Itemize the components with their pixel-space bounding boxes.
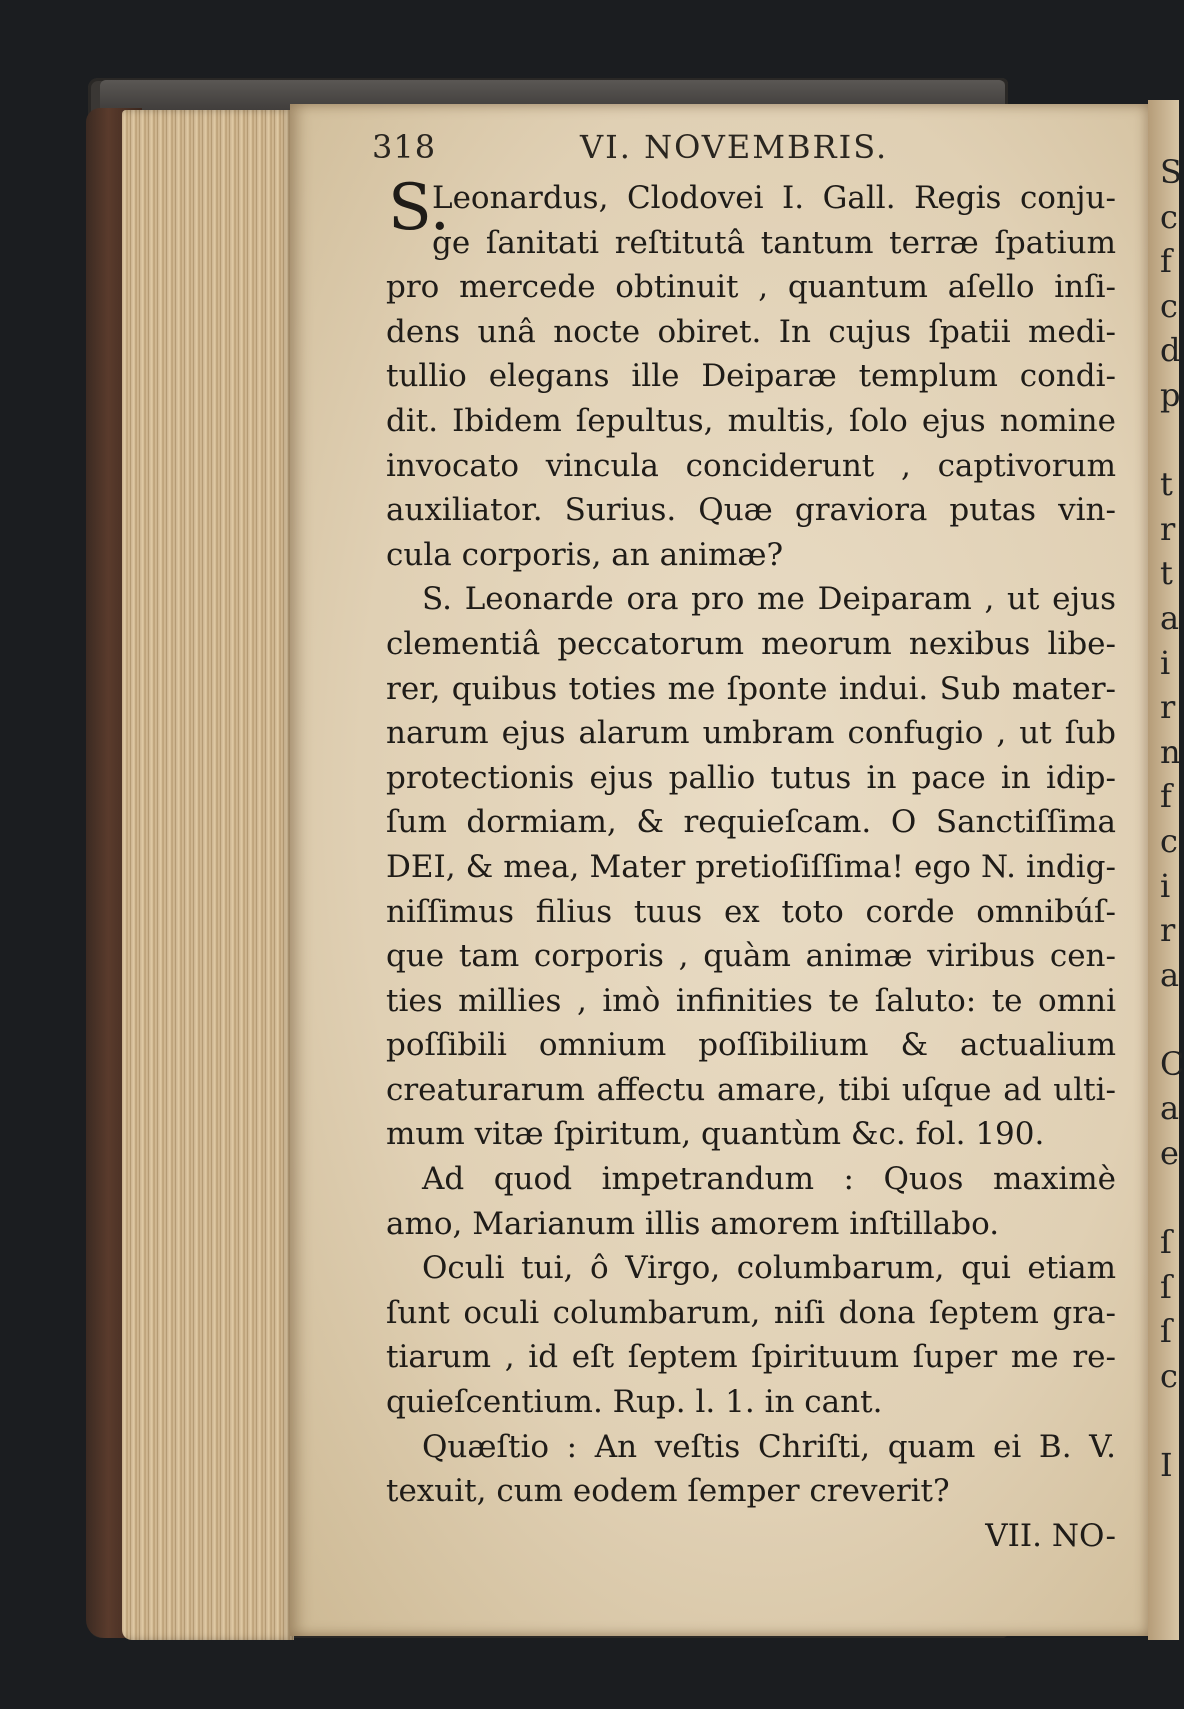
page-number: 318 xyxy=(372,128,437,166)
text-line: pro mercede obtinuit , quantum aſello inſi- xyxy=(386,269,1116,306)
facing-page-letter: e xyxy=(1160,1134,1179,1173)
facing-page-letter: f xyxy=(1160,777,1172,816)
text-line: tiarum , id eſt ſeptem ſpirituum ſuper me re- xyxy=(386,1339,1116,1376)
facing-page-letter: i xyxy=(1160,643,1171,682)
facing-page-letter: r xyxy=(1160,688,1176,727)
facing-page-letter: n xyxy=(1160,732,1181,771)
facing-page-letter: d xyxy=(1160,331,1181,370)
facing-page-letter xyxy=(1160,997,1179,1042)
facing-page-letter: S xyxy=(1160,153,1182,191)
text-line: cula corporis, an animæ? xyxy=(386,536,784,573)
text-line: texuit, cum eodem ſemper creverit? xyxy=(386,1473,950,1510)
facing-page-letter: ſ xyxy=(1160,1267,1172,1306)
facing-page-letter: r xyxy=(1160,509,1176,548)
text-line: Oculi tui, ô Virgo, columbarum, qui etiam xyxy=(422,1250,1116,1287)
facing-page-letters xyxy=(1160,150,1184,1488)
facing-page-letter: t xyxy=(1160,465,1173,504)
text-line: ſunt oculi columbarum, niſi dona ſeptem gra- xyxy=(386,1294,1116,1331)
page-header xyxy=(372,128,1112,164)
text-line: poſſibili omnium poſſibilium & actualium xyxy=(386,1027,1116,1064)
facing-page-letter: t xyxy=(1160,554,1173,593)
facing-page-letter: a xyxy=(1160,1089,1180,1128)
text-line: niſſimus filius tuus ex toto corde omnibúſ- xyxy=(386,893,1116,930)
text-line: DEI, & mea, Mater pretioſiſſima! ego N. indig- xyxy=(386,848,1116,885)
text-line: dens unâ nocte obiret. In cujus ſpatii medi- xyxy=(386,313,1116,350)
facing-page-letter: I xyxy=(1160,1446,1173,1485)
running-title: VI. NOVEMBRIS. xyxy=(580,128,889,166)
facing-page-letter: r xyxy=(1160,911,1176,950)
facing-page-letter: a xyxy=(1160,598,1180,637)
facing-page-letter: C xyxy=(1160,1044,1184,1083)
text-line: protectionis ejus pallio tutus in pace in idip- xyxy=(386,759,1116,796)
facing-page-letter: i xyxy=(1160,866,1171,905)
text-line: rer, quibus toties me ſponte indui. Sub mater- xyxy=(386,670,1116,707)
facing-page-letter: ſ xyxy=(1160,1223,1172,1262)
facing-page-letter: c xyxy=(1160,286,1178,325)
text-line: ge ſanitati reſtitutâ tantum terræ ſpatium xyxy=(432,224,1116,261)
text-line: ties millies , imò infinities te ſaluto: te omni xyxy=(386,982,1116,1019)
text-line: amo, Marianum illis amorem inſtillabo. xyxy=(386,1205,1000,1242)
text-line: ſum dormiam, & requieſcam. O Sanctiſſima xyxy=(386,804,1116,841)
text-line: S. Leonarde ora pro me Deiparam , ut ejus xyxy=(422,581,1116,618)
text-line: dit. Ibidem ſepultus, multis, ſolo ejus nomine xyxy=(386,402,1116,439)
text-line: quieſcentium. Rup. l. 1. in cant. xyxy=(386,1384,883,1421)
page-edges xyxy=(122,110,294,1640)
facing-page-letter xyxy=(1160,1399,1179,1444)
text-line: tullio elegans ille Deiparæ templum condi- xyxy=(386,358,1116,395)
facing-page-letter xyxy=(1160,418,1179,463)
text-line: auxiliator. Surius. Quæ graviora putas vin- xyxy=(386,492,1116,529)
text-line: Quæſtio : An veſtis Chriſti, quam ei B. V. xyxy=(422,1428,1116,1465)
facing-page-letter: p xyxy=(1160,375,1181,414)
text-line: que tam corporis , quàm animæ viribus cen- xyxy=(386,938,1116,975)
page-body-text xyxy=(386,171,1116,1558)
text-line: clementiâ peccatorum meorum nexibus libe- xyxy=(386,625,1116,662)
facing-page-letter: ſ xyxy=(1160,1312,1172,1351)
text-line: mum vitæ ſpiritum, quantùm &c. fol. 190. xyxy=(386,1116,1045,1153)
text-line: Ad quod impetrandum : Quos maximè xyxy=(422,1161,1116,1198)
text-line: narum ejus alarum umbram confugio , ut ſub xyxy=(386,715,1116,752)
facing-page-letter xyxy=(1160,1176,1179,1221)
facing-page-letter: c xyxy=(1160,1357,1178,1396)
drop-capital: S. xyxy=(388,171,450,245)
facing-page-letter: c xyxy=(1160,821,1178,860)
text-line: invocato vincula conciderunt , captivorum xyxy=(386,447,1116,484)
text-line: creaturarum affectu amare, tibi uſque ad ulti- xyxy=(386,1071,1116,1108)
text-line: Leonardus, Clodovei I. Gall. Regis conju- xyxy=(432,180,1116,216)
facing-page-letter: a xyxy=(1160,955,1180,994)
facing-page-letter: c xyxy=(1160,197,1178,236)
facing-page-letter: f xyxy=(1160,242,1172,281)
text-line: VII. NO- xyxy=(985,1517,1116,1554)
